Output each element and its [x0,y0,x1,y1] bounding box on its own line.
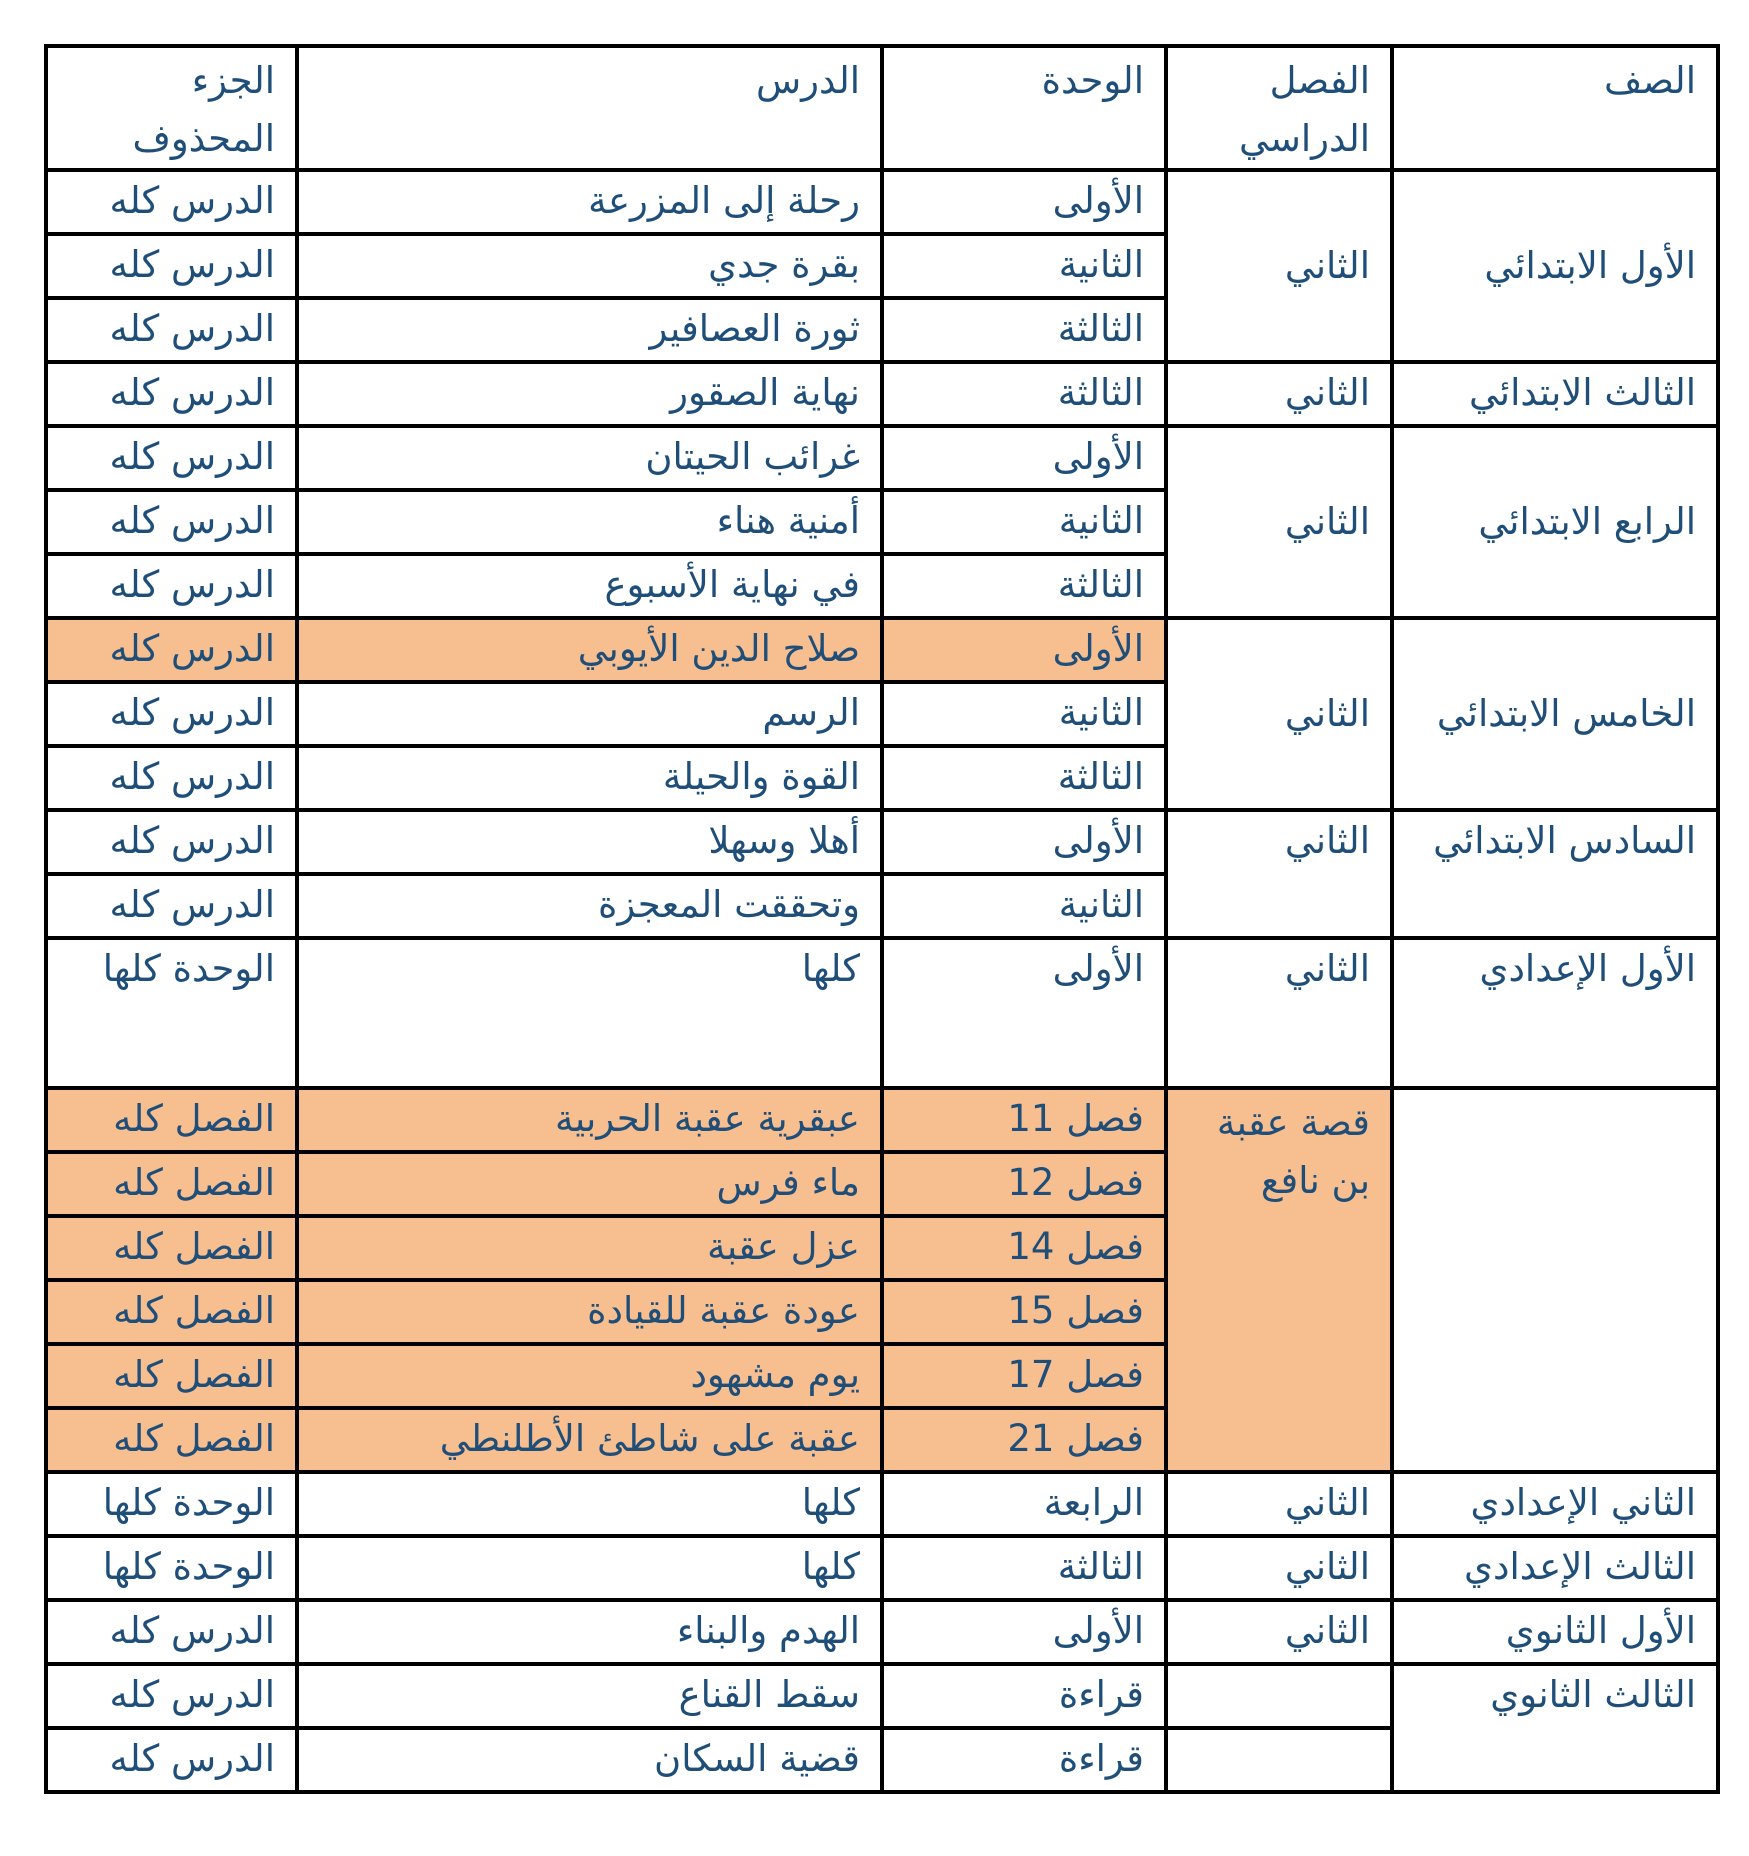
header-grade: الصف [1392,46,1718,170]
header-deleted: الجزء المحذوف [46,46,297,170]
table-row [46,1664,1718,1728]
lesson-cell: كلها [297,1472,882,1536]
unit-cell: الثانية [882,874,1166,938]
deleted-cell: الوحدة كلها [46,938,297,1088]
lesson-cell: عبقرية عقبة الحربية [297,1088,882,1152]
deleted-parts-table [44,44,1720,1794]
term-cell: الثاني [1166,810,1392,938]
lesson-cell: أهلا وسهلا [297,810,882,874]
deleted-cell: الدرس كله [46,234,297,298]
deleted-cell: الفصل كله [46,1408,297,1472]
table-row [46,938,1718,1088]
deleted-cell: الدرس كله [46,1728,297,1792]
term-cell: الثاني [1166,426,1392,618]
deleted-cell: الدرس كله [46,426,297,490]
term-cell: الثاني [1166,938,1392,1088]
header-term: الفصل الدراسي [1166,46,1392,170]
unit-cell: الثالثة [882,746,1166,810]
lesson-cell: وتحققت المعجزة [297,874,882,938]
term-cell [1166,1664,1392,1728]
grade-cell: الثاني الإعدادي [1392,1472,1718,1536]
grade-cell: الثالث الابتدائي [1392,362,1718,426]
grade-cell: الأول الابتدائي [1392,170,1718,362]
lesson-cell: الرسم [297,682,882,746]
grade-cell: السادس الابتدائي [1392,810,1718,938]
unit-cell: الثالثة [882,362,1166,426]
deleted-cell: الدرس كله [46,874,297,938]
table-row [46,810,1718,874]
unit-cell: الرابعة [882,1472,1166,1536]
lesson-cell: صلاح الدين الأيوبي [297,618,882,682]
lesson-cell: ثورة العصافير [297,298,882,362]
lesson-cell: الهدم والبناء [297,1600,882,1664]
table-row [46,426,1718,490]
deleted-cell: الدرس كله [46,490,297,554]
deleted-cell: الفصل كله [46,1088,297,1152]
grade-cell: الثالث الإعدادي [1392,1536,1718,1600]
lesson-cell: قضية السكان [297,1728,882,1792]
unit-cell: الأولى [882,618,1166,682]
unit-cell: الثانية [882,490,1166,554]
lesson-cell: أمنية هناء [297,490,882,554]
term-cell: الثاني [1166,618,1392,810]
deleted-cell: الوحدة كلها [46,1536,297,1600]
lesson-cell: في نهاية الأسبوع [297,554,882,618]
unit-cell: الأولى [882,170,1166,234]
lesson-cell: نهاية الصقور [297,362,882,426]
lesson-cell: غرائب الحيتان [297,426,882,490]
deleted-cell: الدرس كله [46,298,297,362]
grade-cell: الرابع الابتدائي [1392,426,1718,618]
term-cell: الثاني [1166,1472,1392,1536]
lesson-cell: عودة عقبة للقيادة [297,1280,882,1344]
unit-cell: الأولى [882,810,1166,874]
deleted-cell: الدرس كله [46,362,297,426]
table-row [46,362,1718,426]
unit-cell: فصل 15 [882,1280,1166,1344]
grade-cell: الأول الإعدادي [1392,938,1718,1088]
header-row [46,46,1718,170]
lesson-cell: القوة والحيلة [297,746,882,810]
grade-cell: الخامس الابتدائي [1392,618,1718,810]
deleted-cell: الدرس كله [46,682,297,746]
table-row [46,1472,1718,1536]
unit-cell: الثالثة [882,298,1166,362]
unit-cell: قراءة [882,1664,1166,1728]
unit-cell: الأولى [882,426,1166,490]
deleted-cell: الدرس كله [46,618,297,682]
deleted-cell: الدرس كله [46,1600,297,1664]
unit-cell: الثالثة [882,1536,1166,1600]
deleted-cell: الدرس كله [46,170,297,234]
grade-cell: الأول الثانوي [1392,1600,1718,1664]
unit-cell: فصل 21 [882,1408,1166,1472]
deleted-cell: الدرس كله [46,1664,297,1728]
unit-cell: الثانية [882,682,1166,746]
term-cell: قصة عقبة بن نافع [1166,1088,1392,1472]
unit-cell: الأولى [882,938,1166,1088]
table-row [46,1536,1718,1600]
grade-cell: الثالث الثانوي [1392,1664,1718,1792]
deleted-cell: الدرس كله [46,746,297,810]
lesson-cell: رحلة إلى المزرعة [297,170,882,234]
unit-cell: فصل 17 [882,1344,1166,1408]
deleted-cell: الفصل كله [46,1344,297,1408]
lesson-cell: كلها [297,938,882,1088]
lesson-cell: ماء فرس [297,1152,882,1216]
header-lesson: الدرس [297,46,882,170]
deleted-cell: الوحدة كلها [46,1472,297,1536]
unit-cell: الأولى [882,1600,1166,1664]
unit-cell: فصل 14 [882,1216,1166,1280]
deleted-cell: الدرس كله [46,554,297,618]
lesson-cell: يوم مشهود [297,1344,882,1408]
lesson-cell: عزل عقبة [297,1216,882,1280]
table-row [46,618,1718,682]
table-row [46,1088,1718,1152]
deleted-cell: الفصل كله [46,1152,297,1216]
lesson-cell: سقط القناع [297,1664,882,1728]
deleted-cell: الدرس كله [46,810,297,874]
table-row [46,1600,1718,1664]
unit-cell: الثانية [882,234,1166,298]
header-unit: الوحدة [882,46,1166,170]
unit-cell: قراءة [882,1728,1166,1792]
lesson-cell: كلها [297,1536,882,1600]
table-row [46,170,1718,234]
deleted-cell: الفصل كله [46,1216,297,1280]
term-cell: الثاني [1166,1536,1392,1600]
unit-cell: فصل 11 [882,1088,1166,1152]
grade-cell [1392,1088,1718,1472]
term-cell: الثاني [1166,362,1392,426]
unit-cell: فصل 12 [882,1152,1166,1216]
lesson-cell: عقبة على شاطئ الأطلنطي [297,1408,882,1472]
term-cell: الثاني [1166,1600,1392,1664]
deleted-cell: الفصل كله [46,1280,297,1344]
term-cell [1166,1728,1392,1792]
lesson-cell: بقرة جدي [297,234,882,298]
term-cell: الثاني [1166,170,1392,362]
unit-cell: الثالثة [882,554,1166,618]
